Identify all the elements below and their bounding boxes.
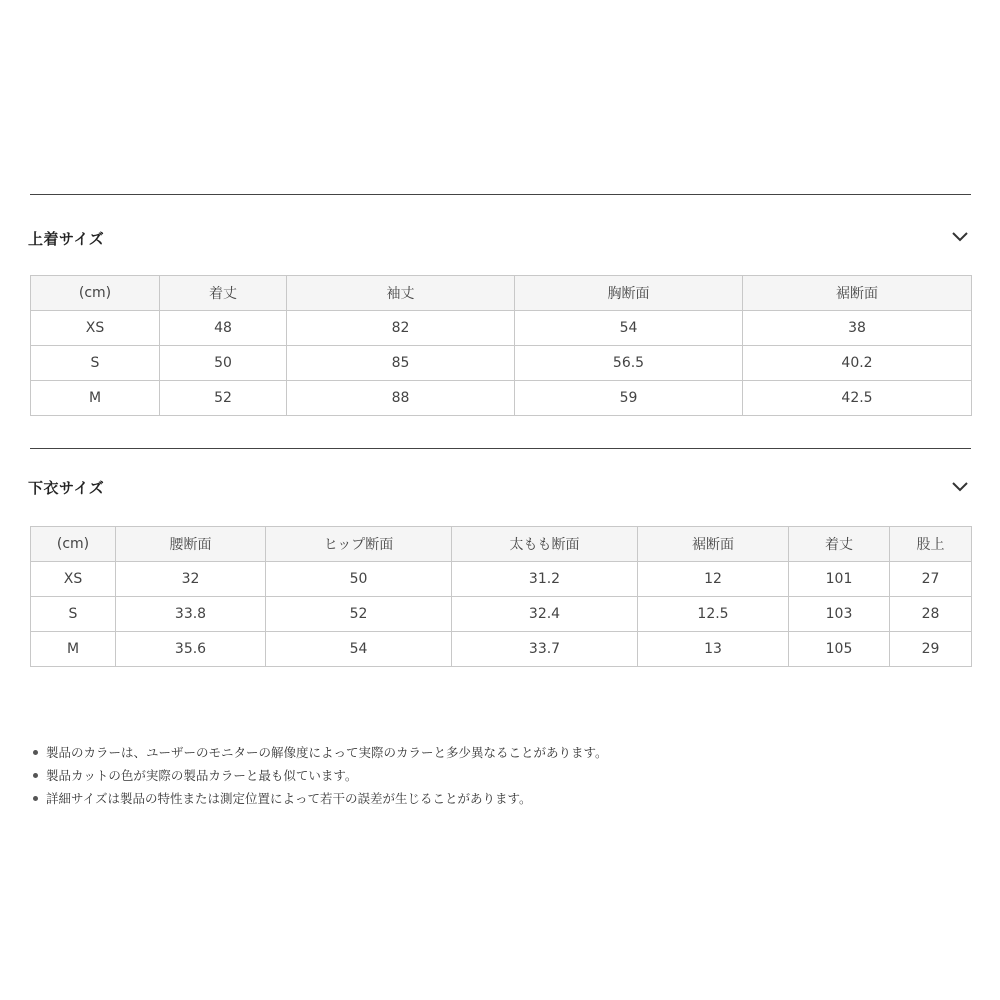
table-cell: 52 [160, 381, 287, 416]
section-divider [30, 448, 971, 449]
table-cell: 29 [890, 632, 972, 667]
table-row [31, 381, 972, 416]
size-label: XS [31, 562, 116, 597]
table-cell: 101 [789, 562, 890, 597]
column-header: 太もも断面 [452, 527, 638, 562]
table-cell: 103 [789, 597, 890, 632]
size-label: M [31, 381, 160, 416]
table-cell: 40.2 [743, 346, 972, 381]
list-item [30, 790, 970, 813]
size-label: S [31, 597, 116, 632]
column-header: 股上 [890, 527, 972, 562]
column-header: 着丈 [789, 527, 890, 562]
table-cell: 82 [287, 311, 515, 346]
table-cell: 27 [890, 562, 972, 597]
table-cell: 32.4 [452, 597, 638, 632]
table-cell: 54 [266, 632, 452, 667]
table-cell: 105 [789, 632, 890, 667]
size-label: XS [31, 311, 160, 346]
column-header: 袖丈 [287, 276, 515, 311]
column-header: 腰断面 [116, 527, 266, 562]
column-header: 裾断面 [638, 527, 789, 562]
table-cell: 56.5 [515, 346, 743, 381]
unit-header: (cm) [31, 527, 116, 562]
table-row [31, 632, 972, 667]
top-size-title: 上着サイズ [28, 230, 105, 248]
table-cell: 31.2 [452, 562, 638, 597]
chevron-down-icon[interactable] [951, 231, 969, 243]
table-cell: 52 [266, 597, 452, 632]
table-cell: 42.5 [743, 381, 972, 416]
list-item [30, 767, 970, 790]
table-row [31, 597, 972, 632]
table-cell: 48 [160, 311, 287, 346]
bullet-icon [33, 796, 38, 801]
table-header-row [31, 276, 972, 311]
bottom-size-section [30, 448, 971, 678]
table-cell: 35.6 [116, 632, 266, 667]
table-row [31, 346, 972, 381]
table-cell: 59 [515, 381, 743, 416]
column-header: 裾断面 [743, 276, 972, 311]
bottom-size-title: 下衣サイズ [28, 479, 105, 497]
note-text: 詳細サイズは製品の特性または測定位置によって若干の誤差が生じることがあります。 [46, 791, 532, 806]
column-header: 胸断面 [515, 276, 743, 311]
top-size-table [30, 275, 972, 416]
bottom-size-table [30, 526, 972, 667]
table-cell: 12 [638, 562, 789, 597]
bullet-icon [33, 750, 38, 755]
top-size-section [30, 194, 971, 426]
table-cell: 88 [287, 381, 515, 416]
section-divider [30, 194, 971, 195]
table-header-row [31, 527, 972, 562]
table-cell: 85 [287, 346, 515, 381]
table-cell: 13 [638, 632, 789, 667]
table-cell: 32 [116, 562, 266, 597]
column-header: 着丈 [160, 276, 287, 311]
column-header: ヒップ断面 [266, 527, 452, 562]
table-row [31, 562, 972, 597]
table-cell: 33.7 [452, 632, 638, 667]
list-item [30, 744, 970, 767]
table-cell: 38 [743, 311, 972, 346]
table-row [31, 311, 972, 346]
note-text: 製品のカラーは、ユーザーのモニターの解像度によって実際のカラーと多少異なることがあります。 [46, 745, 608, 760]
table-cell: 28 [890, 597, 972, 632]
table-cell: 12.5 [638, 597, 789, 632]
size-label: S [31, 346, 160, 381]
bullet-icon [33, 773, 38, 778]
chevron-down-icon[interactable] [951, 481, 969, 493]
size-label: M [31, 632, 116, 667]
note-text: 製品カットの色が実際の製品カラーと最も似ています。 [46, 768, 358, 783]
table-cell: 33.8 [116, 597, 266, 632]
table-cell: 54 [515, 311, 743, 346]
unit-header: (cm) [31, 276, 160, 311]
table-cell: 50 [266, 562, 452, 597]
notes-list [30, 744, 970, 813]
table-cell: 50 [160, 346, 287, 381]
